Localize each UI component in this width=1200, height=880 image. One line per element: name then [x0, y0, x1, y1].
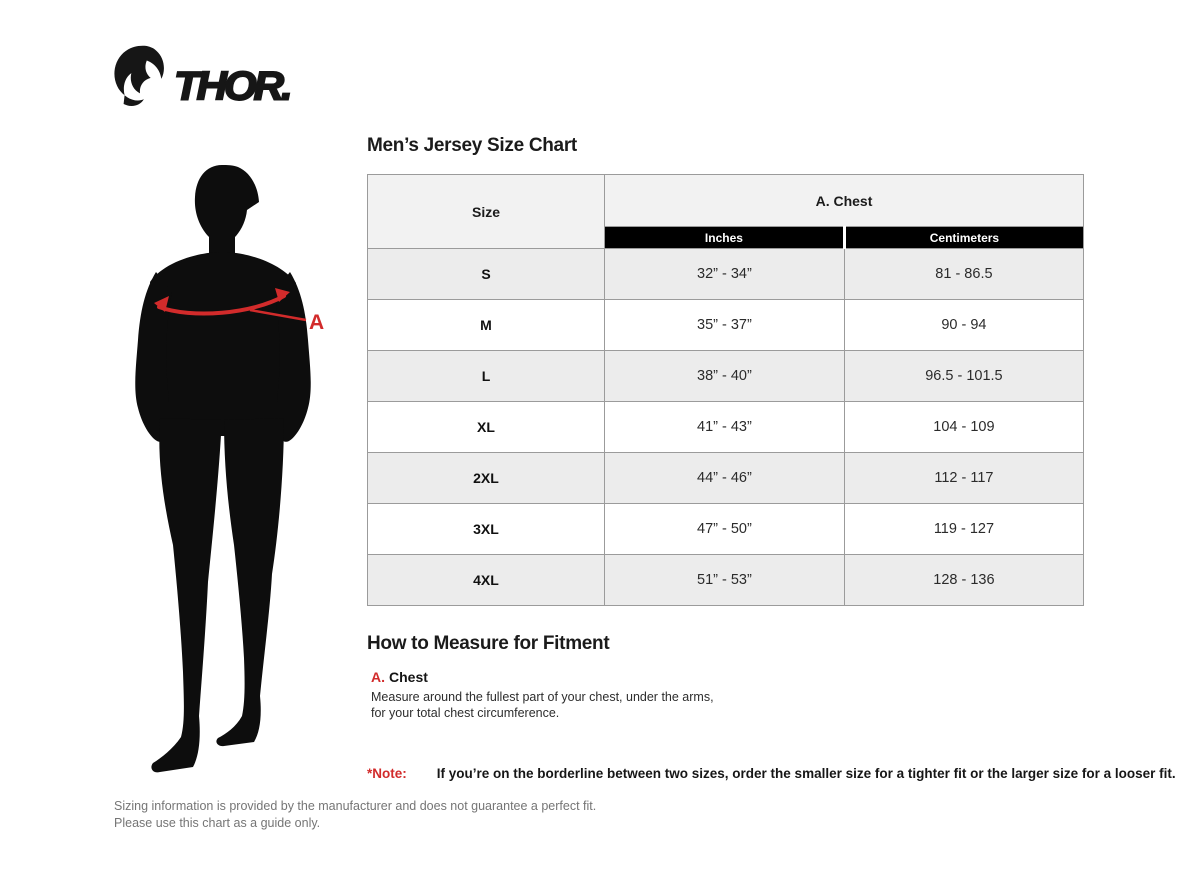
inches-value: 47” - 50”	[604, 504, 844, 555]
body-measurement-figure	[112, 150, 354, 798]
inches-value: 44” - 46”	[604, 453, 844, 504]
measure-name: Chest	[389, 669, 428, 685]
measure-key: A.	[371, 669, 385, 685]
column-header-centimeters: Centimeters	[844, 227, 1083, 249]
measure-description: Measure around the fullest part of your chest, under the arms, for your total chest circumference.	[371, 690, 714, 721]
cm-value: 119 - 127	[844, 504, 1083, 555]
cm-value: 104 - 109	[844, 402, 1083, 453]
disclaimer	[114, 798, 596, 831]
inches-value: 41” - 43”	[604, 402, 844, 453]
size-value: L	[368, 351, 605, 402]
size-value: S	[368, 249, 605, 300]
cm-value: 112 - 117	[844, 453, 1083, 504]
table-row	[368, 351, 1084, 402]
cm-value: 81 - 86.5	[844, 249, 1083, 300]
size-value: M	[368, 300, 605, 351]
table-row	[368, 249, 1084, 300]
size-value: 2XL	[368, 453, 605, 504]
table-row	[368, 555, 1084, 606]
cm-value: 128 - 136	[844, 555, 1083, 606]
inches-value: 51” - 53”	[604, 555, 844, 606]
page-title: Men’s Jersey Size Chart	[367, 135, 577, 156]
measure-item-title	[371, 669, 743, 685]
size-value: XL	[368, 402, 605, 453]
cm-value: 90 - 94	[844, 300, 1083, 351]
inches-value: 35” - 37”	[604, 300, 844, 351]
disclaimer-line-1: Sizing information is provided by the manufacturer and does not guarantee a perfect fit.	[114, 799, 597, 813]
measure-item-chest	[371, 669, 743, 722]
size-value: 4XL	[368, 555, 605, 606]
note-text: If you’re on the borderline between two sizes, order the smaller size for a tighter fit or the larger size for a looser fit.	[436, 766, 1176, 781]
brand-logo	[112, 44, 290, 109]
sizing-note	[367, 766, 1176, 781]
size-chart-table	[367, 174, 1084, 606]
inches-value: 32” - 34”	[604, 249, 844, 300]
brand-wordmark: THOR.	[174, 63, 290, 109]
goat-head-icon	[112, 44, 170, 106]
how-to-measure-heading: How to Measure for Fitment	[367, 633, 610, 654]
table-row	[368, 402, 1084, 453]
table-row	[368, 300, 1084, 351]
column-header-chest: A. Chest	[604, 175, 1083, 227]
column-header-size: Size	[368, 175, 605, 249]
table-row	[368, 504, 1084, 555]
size-value: 3XL	[368, 504, 605, 555]
inches-value: 38” - 40”	[604, 351, 844, 402]
disclaimer-line-2: Please use this chart as a guide only.	[114, 815, 321, 830]
column-header-inches: Inches	[604, 227, 844, 249]
note-prefix: *Note:	[367, 766, 407, 781]
cm-value: 96.5 - 101.5	[844, 351, 1083, 402]
male-silhouette-icon	[135, 165, 310, 772]
chest-label-a: A	[309, 311, 325, 334]
table-row	[368, 453, 1084, 504]
